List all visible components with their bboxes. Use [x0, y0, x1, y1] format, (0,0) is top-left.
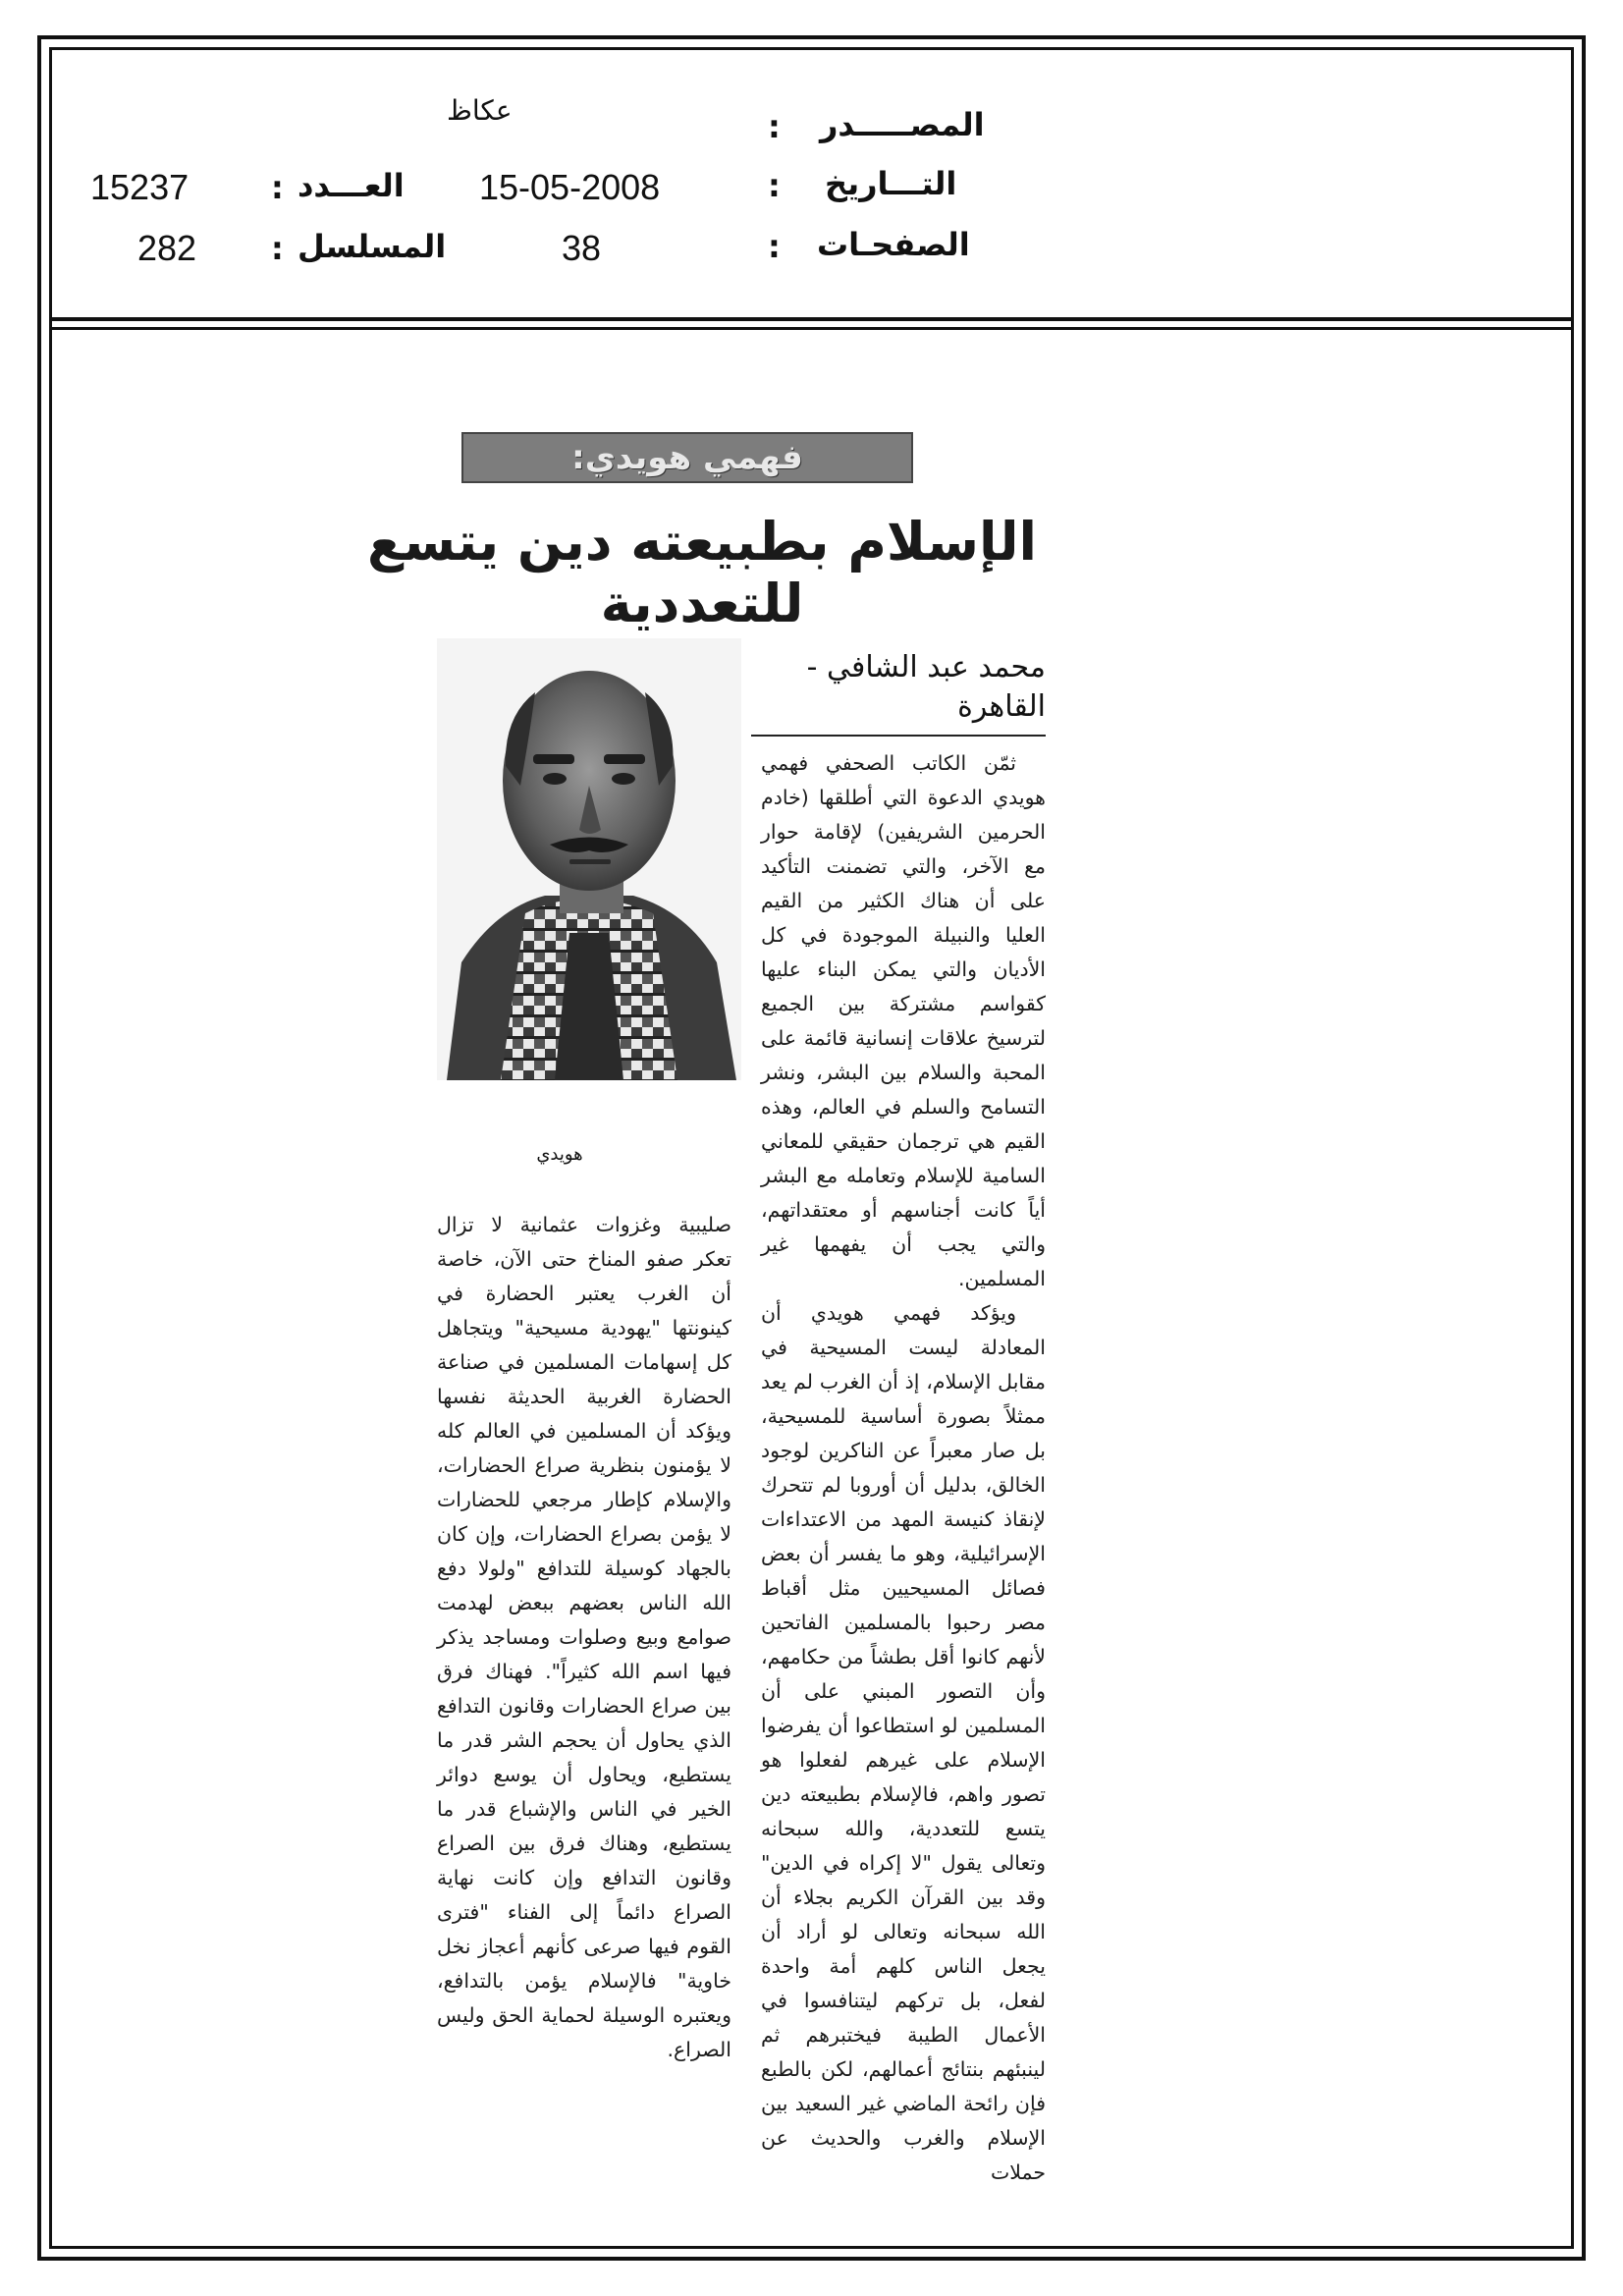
issue-label: العـــدد [298, 167, 405, 204]
paragraph: صليبية وغزوات عثمانية لا تزال تعكر صفو المناخ حتى الآن، خاصة أن الغرب يعتبر الحضارة في كينونتها "يهودية مسيحية" ويتجاهل كل إسهامات المسلمين في صناعة الحضارة الغربية الحديثة نفسها ويؤكد أن المسلمين في العالم كله لا يؤمنون بنظرية صراع الحضارات، والإسلام كإطار مرجعي للحضارات لا يؤمن بصراع الحضارات، وإن كان بالجهاد كوسيلة للتدافع "ولولا دفع الله الناس بعضهم ببعض لهدمت صوامع وبيع وصلوات ومساجد يذكر فيها اسم الله كثيراً". فهناك فرق بين صراع الحضارات وقانون التدافع الذي يحاول أن يحجم الشر قدر ما يستطيع، ويحاول أن يوسع دوائر الخير في الناس والإشباع قدر ما يستطيع، وهناك فرق بين الصراع وقانون التدافع وإن كانت نهاية الصراع دائماً إلى الفناء "فترى القوم فيها صرعى كأنهم أعجاز نخل خاوية" فالإسلام يؤمن بالتدافع، ويعتبره الوسيلة لحماية الحق وليس الصراع. [437, 1213, 731, 2061]
paragraph: ويؤكد فهمي هويدي أن المعادلة ليست المسيحية في مقابل الإسلام، إذ أن الغرب لم يعد ممثلاً بصورة أساسية للمسيحية، بل صار معبراً عن الناكرين لوجود الخالق، بدليل أن أوروبا لم تتحرك لإنقاذ كنيسة المهد من الاعتداءات الإسرائيلية، وهو ما يفسر أن بعض فصائل المسيحيين مثل أقباط مصر رحبوا بالمسلمين الفاتحين لأنهم كانوا أقل بطشاً من حكامهم، وأن التصور المبني على أن المسلمين لو استطاعوا أن يفرضوا الإسلام على غيرهم لفعلوا هو تصور واهم، فالإسلام بطبيعته دين يتسع للتعددية، والله سبحانه وتعالى يقول "لا إكراه في الدين" وقد بين القرآن الكريم بجلاء أن الله سبحانه وتعالى لو أراد أن يجعل الناس كلهم أمة واحدة لفعل، بل تركهم ليتنافسوا في الأعمال الطيبة فيختبرهم ثم لينبئهم بنتائج أعمالهم، لكن بالطبع فإن رائحة الماضي غير السعيد بين الإسلام والغرب والحديث عن حملات [761, 1301, 1046, 2184]
date-value: 15-05-2008 [479, 167, 661, 207]
paragraph: ثمّن الكاتب الصحفي فهمي هويدي الدعوة التي أطلقها (خادم الحرمين الشريفين) لإقامة حوار مع الآخر، والتي تضمنت التأكيد على أن هناك الكثير من القيم العليا والنبيلة الموجودة في كل الأديان والتي يمكن البناء عليها كقواسم مشتركة بين الجميع لترسيخ علاقات إنسانية قائمة على المحبة والسلام بين البشر، ونشر التسامح والسلم في العالم، وهذه القيم هي ترجمان حقيقي للمعاني السامية للإسلام وتعامله مع البشر أياً كانت أجناسهم أو معتقداتهم، والتي يجب أن يفهمها غير المسلمين. [761, 751, 1046, 1290]
pages-value: 38 [562, 228, 602, 268]
portrait-photo [437, 638, 741, 1080]
source-label: المصـــــدر [820, 106, 985, 143]
writer-banner [461, 432, 913, 483]
writer-banner-text: فهمي هويدي: [571, 438, 803, 477]
header-divider-secondary [49, 327, 1574, 330]
article-column-right [761, 746, 1046, 2190]
source-colon: : [768, 108, 781, 145]
issue-colon: : [271, 169, 284, 206]
source-value: عكاظ [447, 94, 513, 127]
newspaper-clipping [339, 383, 1055, 2184]
date-label: التـــاريخ [825, 165, 957, 202]
serial-value: 282 [137, 228, 197, 268]
header-divider [49, 317, 1574, 321]
serial-label: المسلسل [298, 228, 447, 265]
pages-label: الصفحـات [817, 226, 970, 263]
article-headline: الإسلام بطبيعته دين يتسع للتعددية [366, 511, 1038, 634]
date-colon: : [768, 167, 781, 204]
photo-caption: هويدي [536, 1144, 583, 1165]
article-byline: محمد عبد الشافي - القاهرة [751, 648, 1046, 737]
article-column-left [437, 1208, 731, 2067]
pages-colon: : [768, 228, 781, 265]
serial-colon: : [271, 230, 284, 267]
issue-value: 15237 [90, 167, 189, 207]
